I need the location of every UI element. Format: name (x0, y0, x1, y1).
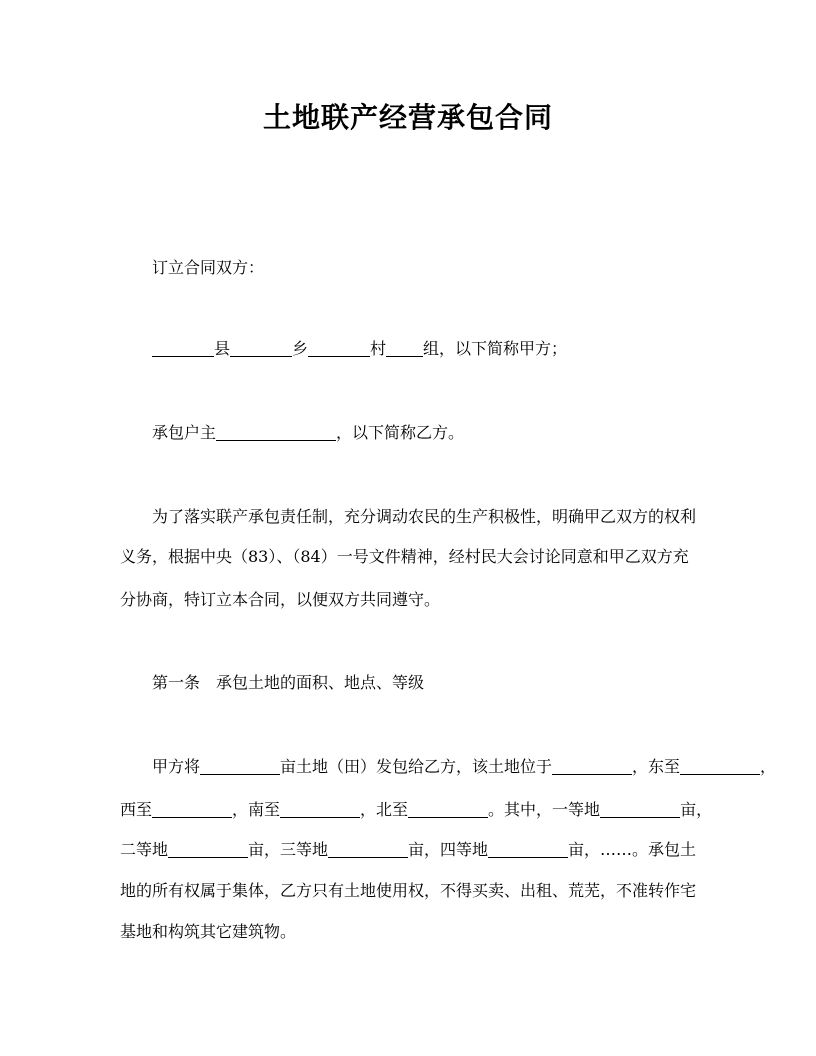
blank-household-head (216, 424, 336, 441)
township-label: 乡 (292, 339, 309, 358)
text-segment: 亩，三等地 (248, 840, 329, 859)
text-segment: 亩，四等地 (408, 840, 489, 859)
article-1-line: 地的所有权属于集体，乙方只有土地使用权，不得买卖、出租、荒芜，不准转作宅 (120, 881, 697, 900)
article-1-line (120, 800, 712, 820)
blank-grade-1-area (600, 801, 680, 818)
blank-grade-3-area (328, 841, 408, 858)
blank-north-boundary (408, 801, 488, 818)
blank-total-area (200, 758, 280, 775)
text-segment: ， (760, 757, 777, 776)
blank-township (230, 340, 292, 357)
preamble-line: 分协商，特订立本合同，以便双方共同遵守。 (120, 590, 441, 609)
blank-county (152, 340, 214, 357)
article-1-heading: 第一条 承包土地的面积、地点、等级 (152, 673, 425, 692)
party-b-suffix: ，以下简称乙方。 (336, 423, 465, 442)
blank-village (308, 340, 370, 357)
party-b-line (152, 423, 464, 443)
blank-grade-4-area (488, 841, 568, 858)
blank-grade-2-area (168, 841, 248, 858)
blank-east-boundary (680, 758, 760, 775)
article-1-line: 基地和构筑其它建筑物。 (120, 922, 297, 941)
parties-heading: 订立合同双方： (152, 258, 265, 277)
party-b-prefix: 承包户主 (152, 423, 217, 442)
county-label: 县 (214, 339, 231, 358)
text-segment: 亩，……。承包土 (568, 840, 697, 859)
text-segment: ，北至 (360, 800, 409, 819)
text-segment: ，南至 (232, 800, 281, 819)
text-segment: ，东至 (632, 757, 681, 776)
preamble-line: 义务，根据中央（83）、（84）一号文件精神，经村民大会讨论同意和甲乙双方充 (120, 547, 689, 566)
article-1-line (152, 757, 776, 777)
text-segment: 。其中，一等地 (488, 800, 601, 819)
village-label: 村 (370, 339, 387, 358)
document-title: 土地联产经营承包合同 (262, 101, 553, 134)
preamble-line: 为了落实联产承包责任制，充分调动农民的生产积极性，明确甲乙双方的权利 (152, 507, 697, 526)
blank-group (386, 340, 423, 357)
text-segment: 甲方将 (152, 757, 201, 776)
blank-south-boundary (280, 801, 360, 818)
article-1-line (120, 840, 696, 860)
text-segment: 亩土地（田）发包给乙方，该土地位于 (280, 757, 553, 776)
text-segment: 亩， (680, 800, 713, 819)
blank-west-boundary (152, 801, 232, 818)
group-suffix: 组，以下简称甲方； (423, 339, 568, 358)
party-a-line (152, 339, 567, 359)
text-segment: 西至 (120, 800, 153, 819)
blank-location (552, 758, 632, 775)
text-segment: 二等地 (120, 840, 169, 859)
